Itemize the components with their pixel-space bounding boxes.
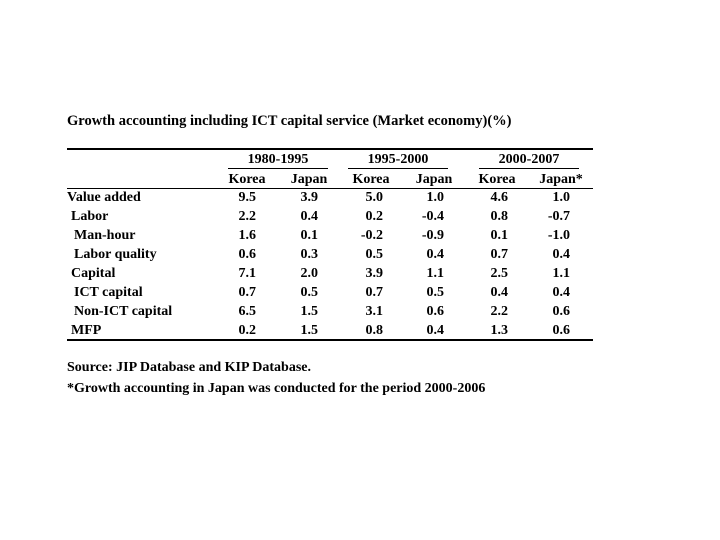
- table-cell: 0.4: [300, 209, 318, 224]
- table-cell: 1.5: [300, 304, 318, 319]
- table-cell: 0.6: [238, 247, 256, 262]
- table-cell: 0.5: [300, 285, 318, 300]
- row-label: Labor: [71, 209, 109, 224]
- table-cell: 9.5: [238, 190, 256, 205]
- table-cell: 1.3: [490, 323, 508, 338]
- table-cell: 0.8: [365, 323, 383, 338]
- table-bottom-rule: [67, 339, 593, 341]
- row-label: MFP: [71, 323, 102, 338]
- column-header-japan-3: Japan*: [539, 172, 583, 187]
- row-label: Man-hour: [74, 228, 136, 243]
- column-header-korea-3: Korea: [478, 172, 516, 187]
- row-label: Value added: [67, 190, 141, 205]
- table-cell: 0.5: [426, 285, 444, 300]
- row-label: Capital: [71, 266, 116, 281]
- table-cell: 1.0: [426, 190, 444, 205]
- table-cell: 5.0: [365, 190, 383, 205]
- table-cell: 3.9: [300, 190, 318, 205]
- table-cell: 0.8: [490, 209, 508, 224]
- row-label: ICT capital: [74, 285, 143, 300]
- table-cell: 0.6: [426, 304, 444, 319]
- period-header-1980-1995: 1980-1995: [247, 152, 309, 167]
- table-cell: 0.6: [552, 304, 570, 319]
- table-cell: -0.9: [421, 228, 444, 243]
- table-cell: 0.4: [426, 247, 444, 262]
- footnote-japan-period: *Growth accounting in Japan was conducted for the period 2000-2006: [67, 381, 486, 396]
- table-cell: 0.3: [300, 247, 318, 262]
- table-cell: 1.5: [300, 323, 318, 338]
- column-header-korea-1: Korea: [228, 172, 266, 187]
- source-note: Source: JIP Database and KIP Database.: [67, 360, 311, 375]
- column-header-japan-1: Japan: [290, 172, 328, 187]
- table-cell: 3.9: [365, 266, 383, 281]
- table-top-rule: [67, 148, 593, 150]
- table-cell: -0.2: [360, 228, 383, 243]
- table-cell: 1.1: [552, 266, 570, 281]
- table-cell: 6.5: [238, 304, 256, 319]
- table-cell: 7.1: [238, 266, 256, 281]
- period-underline-1: [228, 168, 328, 169]
- table-cell: 0.7: [490, 247, 508, 262]
- table-cell: 0.2: [365, 209, 383, 224]
- table-cell: 0.4: [552, 285, 570, 300]
- table-cell: 0.4: [490, 285, 508, 300]
- table-cell: 0.1: [300, 228, 318, 243]
- table-cell: 0.6: [552, 323, 570, 338]
- table-cell: 2.0: [300, 266, 318, 281]
- table-cell: 4.6: [490, 190, 508, 205]
- row-label: Non-ICT capital: [74, 304, 173, 319]
- table-cell: 1.1: [426, 266, 444, 281]
- table-cell: 0.2: [238, 323, 256, 338]
- table-cell: -1.0: [547, 228, 570, 243]
- row-label: Labor quality: [74, 247, 157, 262]
- table-cell: 0.5: [365, 247, 383, 262]
- table-cell: 0.4: [426, 323, 444, 338]
- table-cell: 1.6: [238, 228, 256, 243]
- period-header-1995-2000: 1995-2000: [367, 152, 429, 167]
- period-underline-3: [479, 168, 579, 169]
- table-header-rule: [67, 188, 593, 189]
- table-cell: -0.4: [421, 209, 444, 224]
- table-cell: 0.1: [490, 228, 508, 243]
- period-header-2000-2007: 2000-2007: [498, 152, 560, 167]
- table-cell: 0.4: [552, 247, 570, 262]
- table-cell: 2.2: [490, 304, 508, 319]
- table-title: Growth accounting including ICT capital service (Market economy)(%): [67, 113, 512, 129]
- table-cell: -0.7: [547, 209, 570, 224]
- table-cell: 0.7: [238, 285, 256, 300]
- table-cell: 0.7: [365, 285, 383, 300]
- table-cell: 3.1: [365, 304, 383, 319]
- column-header-korea-2: Korea: [352, 172, 390, 187]
- table-cell: 2.2: [238, 209, 256, 224]
- table-cell: 1.0: [552, 190, 570, 205]
- period-underline-2: [348, 168, 448, 169]
- column-header-japan-2: Japan: [415, 172, 453, 187]
- table-cell: 2.5: [490, 266, 508, 281]
